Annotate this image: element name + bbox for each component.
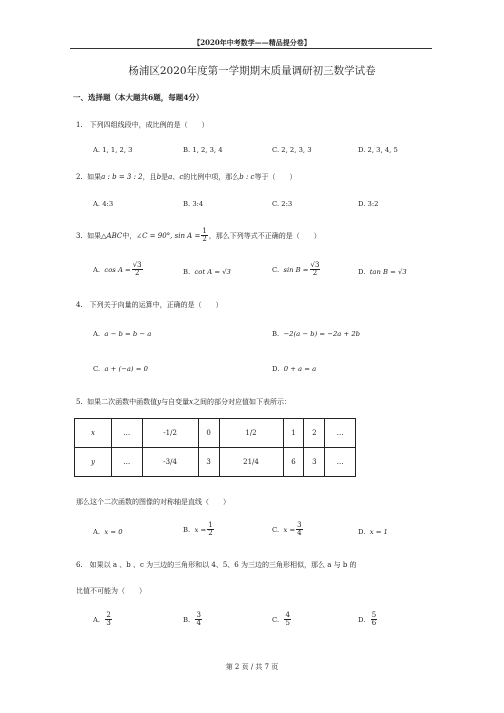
table-cell: … [112, 448, 143, 477]
q5-c-label: C. [272, 525, 280, 534]
q3-c-den: 2 [312, 269, 318, 278]
q6-a-den: 3 [106, 619, 111, 628]
q6-option-d [358, 612, 378, 628]
q2-option-d: D. 3:2 [358, 200, 379, 208]
table-cell: 0 [198, 419, 219, 448]
q6-option-b [183, 612, 203, 628]
q5-b-label: B. [183, 525, 191, 534]
table-cell: -1/2 [142, 419, 198, 448]
table-cell: 21/4 [219, 448, 283, 477]
q5-c-num: 3 [297, 521, 302, 529]
q3-option-a [93, 262, 144, 278]
q5-c-pre: x = [283, 525, 296, 534]
q6-d-den: 6 [371, 619, 377, 628]
q3-option-d [358, 268, 407, 276]
q2-ratio2: b : c [239, 173, 255, 181]
q5-d-expr: x = 1 [369, 528, 388, 536]
table-cell: -3/4 [142, 448, 198, 477]
table-cell: 3 [198, 448, 219, 477]
page-footer: 第 2 页 / 共 7 页 [225, 663, 279, 671]
table-row [75, 448, 356, 477]
q6-a-num: 2 [106, 611, 111, 619]
q6-b-frac [195, 612, 201, 628]
q5-var-y: y [157, 398, 162, 406]
q3-fraction [201, 228, 207, 244]
q3-mid: 中， [122, 231, 137, 240]
q2-var-b: b [156, 173, 162, 181]
q3-d-expr: tan B = √3 [369, 268, 407, 276]
q5-b-pre: x = [194, 525, 207, 534]
q5-option-d [358, 528, 388, 536]
q2-mid1: ，且 [142, 173, 157, 181]
table-row [75, 419, 356, 448]
q5-d-label: D. [358, 528, 366, 536]
q1-option-b: B. 1, 2, 3, 4 [183, 146, 223, 154]
table-cell: 2 [304, 419, 325, 448]
q2-option-a: A. 4:3 [93, 200, 114, 208]
q2-option-c: C. 2:3 [272, 200, 293, 208]
q3-post: ，那么下列等式不正确的是（ ） [208, 231, 321, 240]
table-cell: 6 [283, 448, 304, 477]
table-cell: … [325, 448, 356, 477]
q5-text-mid: 与自变量 [161, 398, 190, 406]
q3-a-label: A. [93, 265, 101, 274]
q6-d-num: 5 [371, 611, 377, 619]
q5-stem [76, 397, 291, 407]
q1-option-d: D. 2, 3, 4, 5 [358, 146, 398, 154]
q3-frac-num: 1 [202, 227, 207, 235]
q4-c-label: C. [93, 365, 101, 373]
q5-var-x: x [189, 398, 194, 406]
q5-b-den: 2 [208, 529, 213, 538]
q4-option-c [93, 365, 148, 373]
table-cell: … [112, 419, 143, 448]
q4-option-a [93, 330, 151, 338]
q3-d-label: D. [358, 268, 366, 276]
q6-c-label: C. [272, 615, 280, 624]
q2-mid2: 是 [161, 173, 169, 181]
q3-number: 3. [76, 231, 83, 240]
table-cell: 3 [304, 448, 325, 477]
q5-c-den: 4 [297, 529, 302, 538]
q2-stem [76, 172, 296, 182]
q3-angle: ∠C = 90°, sin A = [136, 231, 201, 240]
q5-a-expr: x = 0 [104, 528, 123, 536]
q2-option-b: B. 3:4 [183, 200, 204, 208]
section-heading: 一、选择题（本大题共6题，每题4分） [73, 93, 204, 102]
q1-stem: 1. 下列四组线段中，成比例的是（ ） [76, 121, 209, 129]
q5-option-a [93, 528, 123, 536]
q4-option-d [272, 365, 316, 373]
q6-stem-line1: 6. 如果以 a 、b 、c 为三边的三角形和以 4、5、6 为三边的三角形相似，那么 a 与 b 的 [76, 561, 357, 569]
q6-stem-line2: 比值不可能为（ ） [76, 587, 146, 595]
header-rule [70, 48, 432, 49]
q3-option-b [183, 268, 231, 276]
q5-after: 那么这个二次函数的图像的对称轴是直线（ ） [76, 498, 230, 506]
q3-c-expr: sin B = [283, 265, 309, 274]
q2-ratio: a : b = 3 : 2 [101, 173, 143, 181]
q3-a-den: 2 [134, 269, 140, 278]
q2-pre: 如果 [87, 173, 102, 181]
q3-c-label: C. [272, 265, 280, 274]
q5-text-post: 之间的部分对应值如下表所示： [193, 398, 292, 406]
q3-stem [76, 228, 321, 244]
q4-d-expr: 0 + a = a [283, 365, 317, 373]
q5-option-b [183, 522, 215, 538]
q5-option-c [272, 522, 304, 538]
q2-mid3: 的比例中项，那么 [183, 173, 240, 181]
q4-b-label: B. [272, 330, 280, 338]
value-table [74, 418, 356, 477]
q4-b-expr: −2(a − b) = −2a + 2b [283, 330, 361, 338]
q2-var-a: a [168, 173, 173, 181]
q3-c-num: √3 [310, 261, 320, 269]
q6-c-den: 5 [285, 619, 290, 628]
table-header-y: y [75, 448, 112, 477]
q5-b-num: 1 [208, 521, 213, 529]
q3-c-frac [310, 262, 321, 278]
q2-number: 2. [76, 173, 83, 181]
q6-option-a [93, 612, 113, 628]
q6-b-label: B. [183, 615, 191, 624]
table-cell: 1/2 [219, 419, 283, 448]
q6-b-den: 4 [196, 619, 201, 628]
table-header-x: x [75, 419, 112, 448]
q4-d-label: D. [272, 365, 280, 373]
q2-var-c: c [179, 173, 184, 181]
q3-a-num: √3 [132, 261, 142, 269]
q4-stem: 4. 下列关于向量的运算中，正确的是（ ） [76, 301, 223, 309]
q3-b-label: B. [183, 268, 191, 276]
q5-text-pre: 如果二次函数中函数值 [87, 398, 158, 406]
q1-option-c: C. 2, 2, 3, 3 [272, 146, 312, 154]
q6-c-frac [284, 612, 290, 628]
q1-option-a: A. 1, 1, 2, 3 [93, 146, 133, 154]
q3-triangle: △ABC [101, 231, 123, 240]
q2-post: 等于（ ） [254, 173, 297, 181]
q3-frac-den: 2 [202, 235, 207, 244]
q6-a-frac [105, 612, 111, 628]
q6-d-frac [371, 612, 377, 628]
q4-option-b [272, 330, 360, 338]
exam-title: 杨浦区2020年度第一学期期末质量调研初三数学试卷 [128, 65, 376, 77]
table-cell: 1 [283, 419, 304, 448]
q3-option-c [272, 262, 321, 278]
q3-a-expr: cos A = [104, 265, 131, 274]
q4-a-expr: a − b = b − a [104, 330, 152, 338]
q6-a-label: A. [93, 615, 101, 624]
q2-sep: 、 [172, 173, 180, 181]
page-header: 【2020年中考数学——精品提分卷】 [193, 38, 311, 47]
q6-option-c [272, 612, 292, 628]
q5-number: 5. [76, 398, 83, 406]
table-cell: … [325, 419, 356, 448]
q3-a-frac [132, 262, 143, 278]
q6-b-num: 3 [196, 611, 201, 619]
q4-a-label: A. [93, 330, 101, 338]
q3-b-expr: cot A = √3 [194, 268, 231, 276]
q5-b-frac [207, 522, 213, 538]
q6-d-label: D. [358, 615, 366, 624]
q6-c-num: 4 [285, 611, 290, 619]
q5-c-frac [296, 522, 302, 538]
q5-a-label: A. [93, 528, 101, 536]
q4-c-expr: a + (−a) = 0 [104, 365, 148, 373]
q3-pre: 如果 [87, 231, 102, 240]
